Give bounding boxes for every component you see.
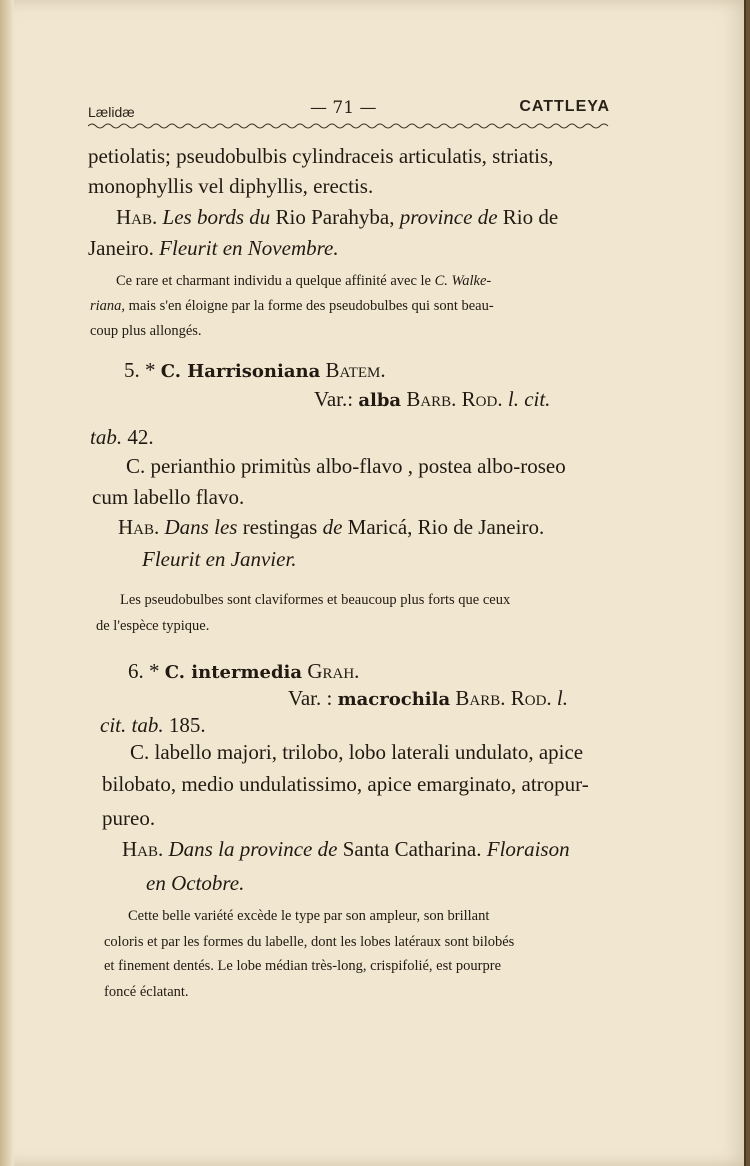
- species-name: C. intermedia: [164, 662, 303, 683]
- species-heading: [128, 659, 359, 684]
- line-text: monophyllis vel diphyllis, erectis.: [88, 174, 374, 198]
- text-line: [146, 871, 244, 896]
- plate-number: 42.: [127, 425, 154, 449]
- note-text: mais s'en éloigne par la forme des pseudobulbes qui sont beau-: [128, 298, 494, 314]
- line-text: bilobato, medio undulatissimo, apice emarginato, atropur-: [102, 772, 589, 796]
- place-text: Rio de: [502, 205, 559, 229]
- note-line: [90, 323, 202, 340]
- reference-text: l.: [556, 686, 568, 710]
- place-text: Santa Catharina.: [342, 837, 482, 861]
- note-text: Ce rare et charmant individu a quelque affinité avec le: [116, 273, 431, 289]
- italic-text: de: [322, 515, 343, 539]
- text-line: [130, 740, 583, 765]
- text-line: [100, 713, 206, 738]
- note-line: [96, 618, 209, 635]
- text-line: [92, 485, 244, 510]
- page-number: — 71 —: [310, 98, 377, 118]
- note-text: coloris et par les formes du labelle, dont les lobes latéraux sont bilobés: [104, 934, 515, 950]
- hab-label: Hab.: [122, 837, 164, 861]
- place-text: Maricá, Rio de Janeiro.: [347, 515, 545, 539]
- text-line: [88, 236, 339, 261]
- variety-name: macrochila: [337, 689, 451, 710]
- note-line: [128, 908, 489, 925]
- note-line: [120, 592, 510, 609]
- note-line: [90, 298, 494, 315]
- note-italic: riana,: [90, 298, 126, 314]
- variety-label: Var. :: [288, 686, 333, 710]
- variety-author: Barb. Rod.: [406, 387, 503, 411]
- habitat-line: [116, 205, 558, 230]
- note-text: Les pseudobulbes sont claviformes et beaucoup plus forts que ceux: [120, 592, 511, 608]
- plate-number: 185.: [168, 713, 206, 737]
- variety-line: [314, 387, 550, 412]
- note-italic: C. Walke-: [434, 273, 492, 289]
- habitat-line: [122, 837, 570, 862]
- running-header: [88, 98, 610, 122]
- variety-author: Barb. Rod.: [455, 686, 552, 710]
- text-line: [126, 454, 566, 479]
- flowering-text: Fleurit en Janvier.: [142, 547, 297, 571]
- place-text: Rio Parahyba,: [275, 205, 395, 229]
- italic-text: Dans la province de: [168, 837, 338, 861]
- text-line: [90, 425, 154, 450]
- header-family: Lælidæ: [88, 104, 135, 120]
- note-text: de l'espèce typique.: [96, 618, 210, 634]
- line-text: petiolatis; pseudobulbis cylindraceis articulatis, striatis,: [88, 144, 554, 168]
- species-number: 5. *: [124, 358, 156, 382]
- header-wavy-rule: [88, 120, 610, 132]
- note-text: et finement dentés. Le lobe médian très-long, crispifolié, est pourpre: [104, 958, 502, 974]
- reference-text: cit. tab.: [100, 713, 164, 737]
- species-name: C. Harrisoniana: [160, 361, 321, 382]
- text-line: [102, 806, 155, 831]
- reference-text: tab.: [90, 425, 123, 449]
- place-text: Janeiro.: [88, 236, 154, 260]
- flowering-text: Floraison: [486, 837, 570, 861]
- place-text: restingas: [242, 515, 318, 539]
- page-gutter: [0, 0, 14, 1166]
- note-line: [116, 273, 491, 290]
- line-text: C. perianthio primitùs albo-flavo , postea albo-roseo: [126, 454, 566, 478]
- variety-line: [288, 686, 568, 711]
- habitat-line: [118, 515, 544, 540]
- variety-label: Var.:: [314, 387, 354, 411]
- text-line: [142, 547, 297, 572]
- species-author: Batem.: [325, 358, 386, 382]
- species-number: 6. *: [128, 659, 160, 683]
- italic-text: Dans les: [164, 515, 238, 539]
- text-line: [88, 174, 373, 199]
- note-line: [104, 934, 514, 951]
- note-text: Cette belle variété excède le type par son ampleur, son brillant: [128, 908, 490, 924]
- reference-text: l. cit.: [507, 387, 551, 411]
- note-text: coup plus allongés.: [90, 323, 202, 339]
- note-line: [104, 984, 189, 1001]
- variety-name: alba: [358, 390, 402, 411]
- line-text: C. labello majori, trilobo, lobo laterali undulato, apice: [130, 740, 584, 764]
- hab-label: Hab.: [118, 515, 160, 539]
- species-heading: [124, 358, 386, 383]
- italic-text: province de: [399, 205, 498, 229]
- text-line: [102, 772, 589, 797]
- header-genus: CATTLEYA: [519, 98, 610, 115]
- line-text: cum labello flavo.: [92, 485, 245, 509]
- note-text: foncé éclatant.: [104, 984, 189, 1000]
- note-line: [104, 958, 501, 975]
- italic-text: Les bords du: [162, 205, 271, 229]
- line-text: pureo.: [102, 806, 156, 830]
- flowering-text: Fleurit en Novembre.: [159, 236, 339, 260]
- hab-label: Hab.: [116, 205, 158, 229]
- text-line: [88, 144, 553, 169]
- flowering-text: en Octobre.: [146, 871, 245, 895]
- species-author: Grah.: [307, 659, 360, 683]
